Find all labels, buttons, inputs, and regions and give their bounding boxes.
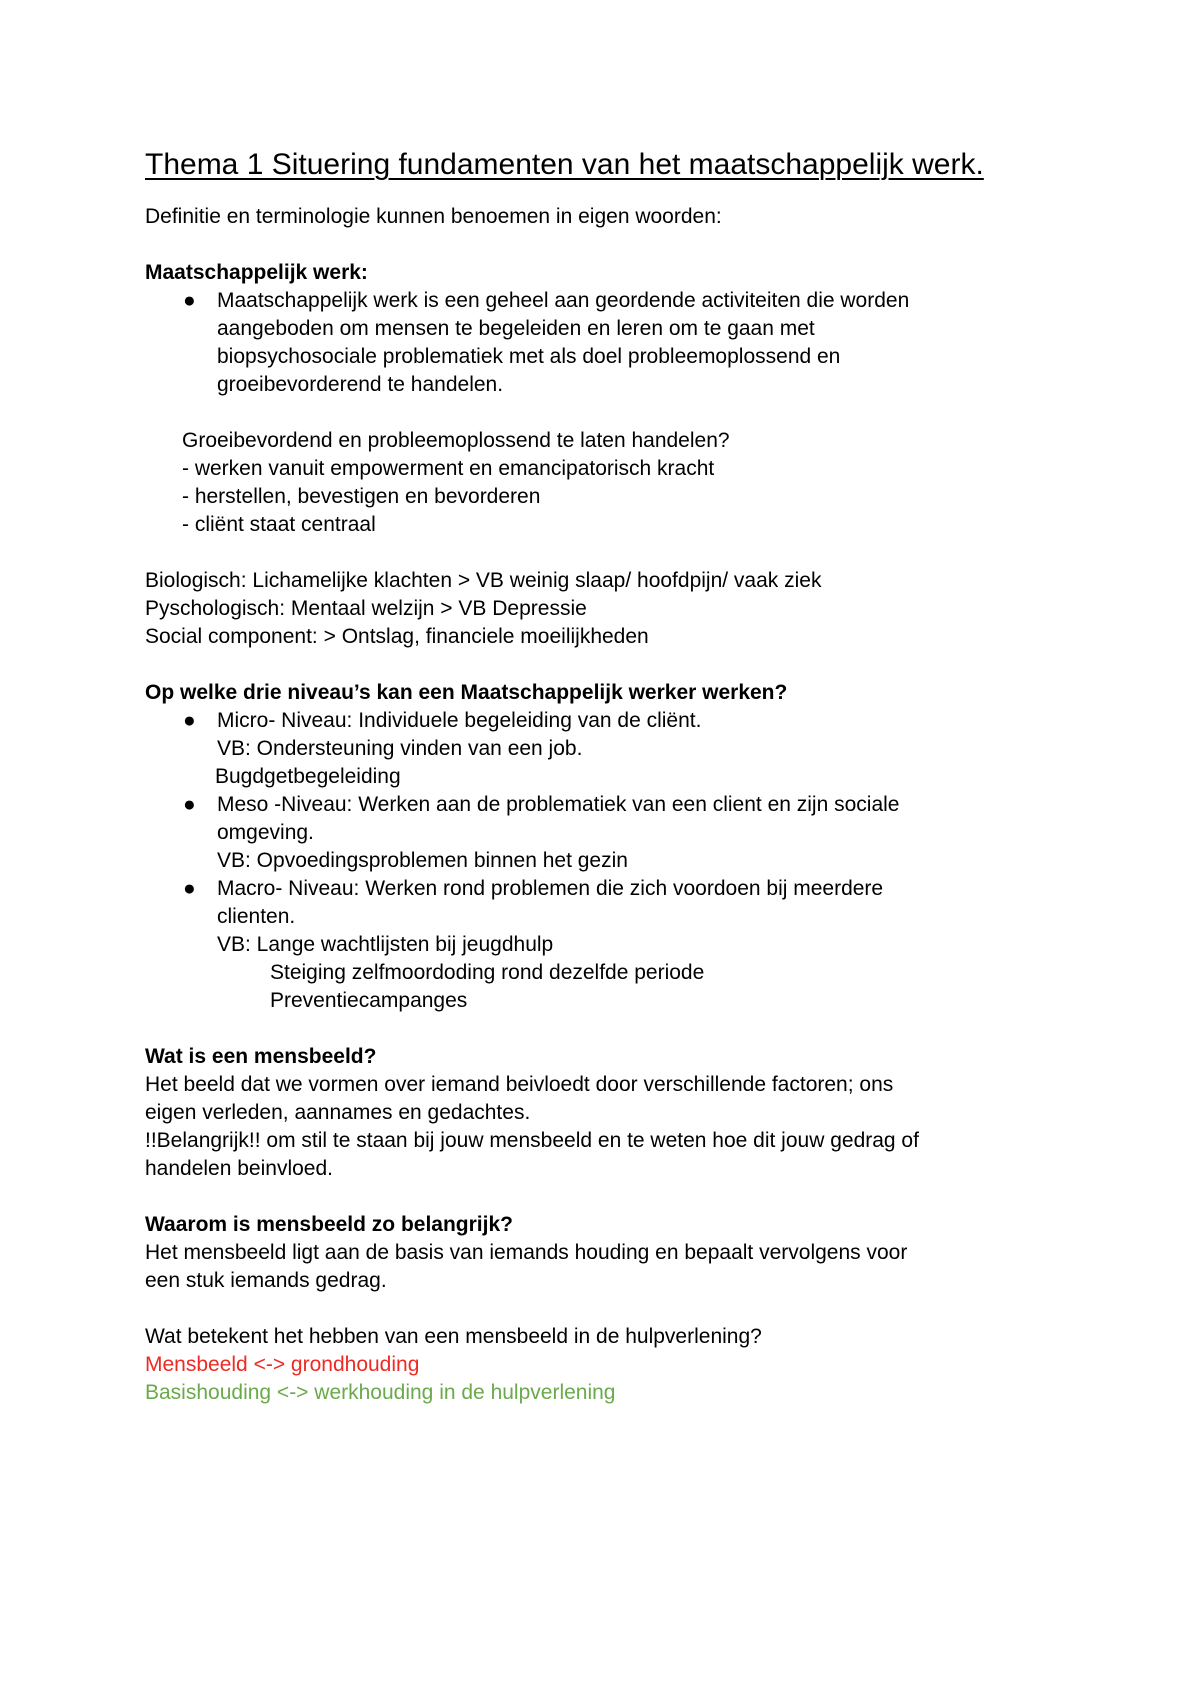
question-hulpverlening: Wat betekent het hebben van een mensbeeld in de hulpverlening?: [145, 1325, 762, 1348]
document-page: [145, 145, 1095, 1407]
heading-niveaus: Op welke drie niveau’s kan een Maatschappelijk werker werken?: [145, 681, 788, 704]
list-item-text: aangeboden om mensen te begeleiden en leren om te gaan met: [217, 317, 815, 340]
list-item-text: Preventiecampanges: [270, 989, 468, 1012]
heading-mensbeeld: Wat is een mensbeeld?: [145, 1045, 377, 1068]
list-item-text: omgeving.: [217, 821, 314, 844]
highlight-red-line: Mensbeeld <-> grondhouding: [145, 1353, 420, 1376]
list-item-text: Micro- Niveau: Individuele begeleiding van de cliënt.: [217, 709, 702, 732]
heading-maatschappelijk-werk: Maatschappelijk werk:: [145, 261, 368, 284]
list-item-text: Bugdgetbegeleiding: [215, 765, 401, 788]
paragraph-line: een stuk iemands gedrag.: [145, 1269, 387, 1292]
component-biologisch: Biologisch: Lichamelijke klachten > VB weinig slaap/ hoofdpijn/ vaak ziek: [145, 569, 822, 592]
document-title: Thema 1 Situering fundamenten van het maatschappelijk werk.: [145, 148, 984, 181]
answer-line: - cliënt staat centraal: [182, 513, 376, 536]
component-sociaal: Social component: > Ontslag, financiele moeilijkheden: [145, 625, 649, 648]
question-text: Groeibevordend en probleemoplossend te laten handelen?: [182, 429, 730, 452]
list-item-text: VB: Lange wachtlijsten bij jeugdhulp: [217, 933, 554, 956]
bullet-icon: ●: [183, 289, 196, 312]
growth-question-block: [145, 427, 1095, 539]
list-item: [145, 287, 1095, 399]
bullet-icon: ●: [183, 793, 196, 816]
paragraph-line: Het beeld dat we vormen over iemand beivloedt door verschillende factoren; ons: [145, 1073, 894, 1096]
list-item-text: clienten.: [217, 905, 296, 928]
bullet-icon: ●: [183, 877, 196, 900]
list-item-micro: [145, 707, 1095, 791]
list-item-text: biopsychosociale problematiek met als doel probleemoplossend en: [217, 345, 841, 368]
heading-waarom-mensbeeld: Waarom is mensbeeld zo belangrijk?: [145, 1213, 513, 1236]
intro-text: Definitie en terminologie kunnen benoemen in eigen woorden:: [145, 205, 722, 228]
list-item-text: Macro- Niveau: Werken rond problemen die zich voordoen bij meerdere: [217, 877, 884, 900]
list-item-text: VB: Ondersteuning vinden van een job.: [217, 737, 583, 760]
paragraph-line: eigen verleden, aannames en gedachtes.: [145, 1101, 531, 1124]
list-item-text: Steiging zelfmoordoding rond dezelfde periode: [270, 961, 705, 984]
list-item-meso: [145, 791, 1095, 875]
list-item-macro: [145, 875, 1095, 1015]
highlight-green-line: Basishouding <-> werkhouding in de hulpverlening: [145, 1381, 616, 1404]
component-psychologisch: Pyschologisch: Mentaal welzijn > VB Depressie: [145, 597, 587, 620]
paragraph-line: handelen beinvloed.: [145, 1157, 333, 1180]
list-item-text: VB: Opvoedingsproblemen binnen het gezin: [217, 849, 628, 872]
bullet-icon: ●: [183, 709, 196, 732]
answer-line: - herstellen, bevestigen en bevorderen: [182, 485, 541, 508]
paragraph-line: Het mensbeeld ligt aan de basis van iemands houding en bepaalt vervolgens voor: [145, 1241, 908, 1264]
list-item-text: groeibevorderend te handelen.: [217, 373, 504, 396]
answer-line: - werken vanuit empowerment en emancipatorisch kracht: [182, 457, 715, 480]
list-item-text: Maatschappelijk werk is een geheel aan geordende activiteiten die worden: [217, 289, 910, 312]
paragraph-line: !!Belangrijk!! om stil te staan bij jouw mensbeeld en te weten hoe dit jouw gedrag of: [145, 1129, 919, 1152]
list-item-text: Meso -Niveau: Werken aan de problematiek van een client en zijn sociale: [217, 793, 900, 816]
